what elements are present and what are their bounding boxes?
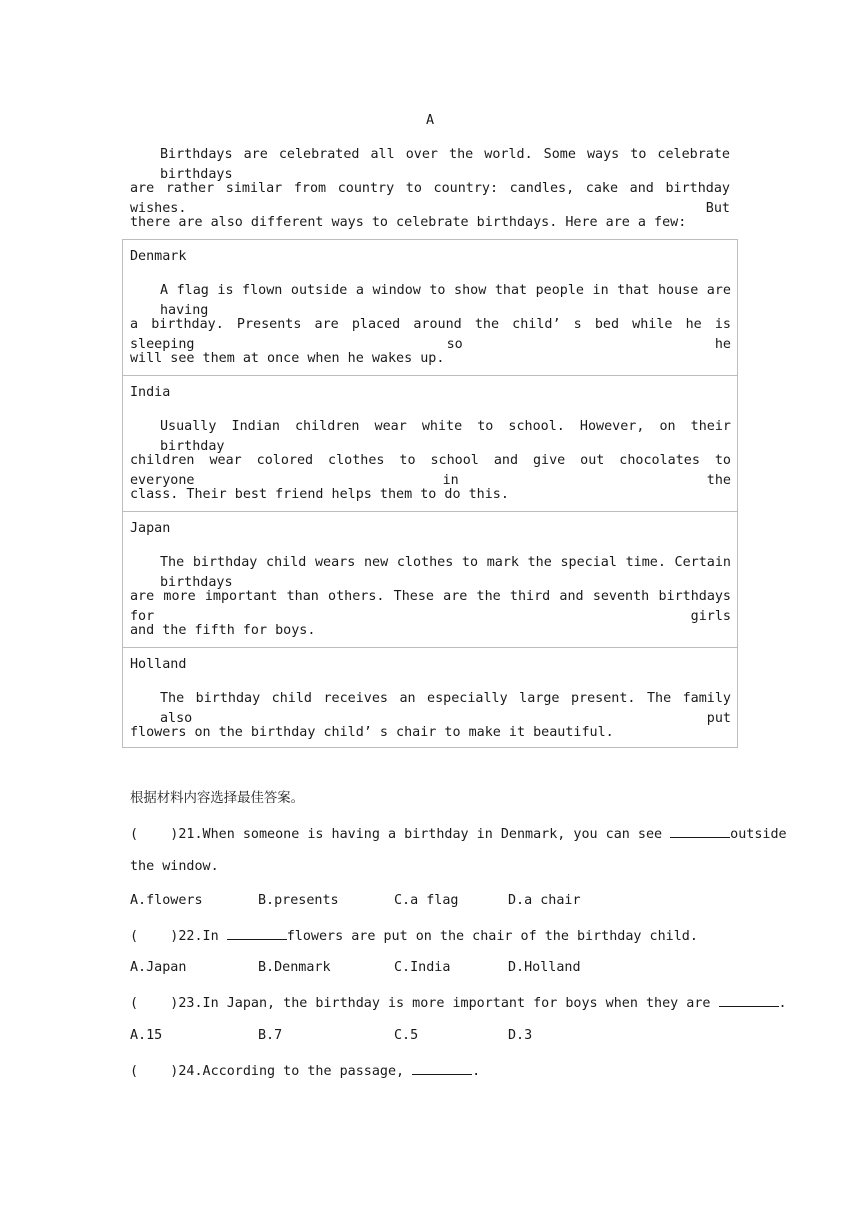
row-text-line: The birthday child wears new clothes to mark the special time. Certain birthdays: [160, 555, 731, 590]
option-d: D.a chair: [508, 893, 581, 908]
option-d: D.3: [508, 1028, 533, 1043]
question-text-after: .: [472, 1064, 481, 1079]
intro-line-1: Birthdays are celebrated all over the world. Some ways to celebrate birthdays: [160, 147, 730, 182]
passage-title: A: [425, 113, 435, 128]
answer-blank: [412, 1060, 472, 1075]
country-name: Denmark: [130, 249, 187, 264]
answer-blank: [670, 823, 730, 838]
country-name: India: [130, 385, 171, 400]
row-text-line: flowers on the birthday child’ s chair to make it beautiful.: [130, 725, 614, 740]
row-text-line: will see them at once when he wakes up.: [130, 351, 445, 366]
answer-blank: [719, 992, 779, 1007]
option-c: C.India: [394, 960, 451, 975]
option-b: B.presents: [258, 893, 339, 908]
table-row-holland: [123, 647, 737, 748]
answer-paren: ( ): [130, 827, 179, 842]
question-21-continued: the window.: [130, 859, 219, 874]
question-23: [130, 992, 787, 1014]
answer-paren: ( ): [130, 929, 179, 944]
row-text-line: class. Their best friend helps them to do this.: [130, 487, 509, 502]
option-a: A.15: [130, 1028, 163, 1043]
option-b: B.Denmark: [258, 960, 331, 975]
row-text-line: are more important than others. These are the third and seventh birthdays for girls: [130, 589, 731, 624]
question-text: 23.In Japan, the birthday is more important for boys when they are: [178, 996, 719, 1011]
birthday-customs-table: [122, 239, 738, 748]
row-text-line: and the fifth for boys.: [130, 623, 316, 638]
option-a: A.flowers: [130, 893, 203, 908]
table-row-india: [123, 375, 737, 511]
question-text: 24.According to the passage,: [178, 1064, 413, 1079]
answer-paren: ( ): [130, 1064, 179, 1079]
question-text: 21.When someone is having a birthday in Denmark, you can see: [178, 827, 671, 842]
intro-line-2: are rather similar from country to country: candles, cake and birthday wishes. But: [130, 181, 730, 216]
option-a: A.Japan: [130, 960, 187, 975]
option-c: C.a flag: [394, 893, 459, 908]
table-row-denmark: [123, 240, 737, 375]
country-name: Japan: [130, 521, 171, 536]
country-name: Holland: [130, 657, 187, 672]
question-text: 22.In: [178, 929, 227, 944]
intro-line-3: there are also different ways to celebrate birthdays. Here are a few:: [130, 215, 687, 230]
answer-blank: [227, 925, 287, 940]
option-c: C.5: [394, 1028, 419, 1043]
row-text-line: children wear colored clothes to school and give out chocolates to everyone in the: [130, 453, 731, 488]
question-24: [130, 1060, 480, 1082]
row-text-line: Usually Indian children wear white to school. However, on their birthday: [160, 419, 731, 454]
question-text-after: .: [778, 996, 787, 1011]
row-text-line: The birthday child receives an especially large present. The family also put: [160, 691, 731, 726]
answer-paren: ( ): [130, 996, 179, 1011]
row-text-line: A flag is flown outside a window to show that people in that house are having: [160, 283, 731, 318]
table-row-japan: [123, 511, 737, 647]
question-21: [130, 823, 787, 845]
option-b: B.7: [258, 1028, 283, 1043]
question-text-after: outside: [730, 827, 787, 842]
instruction-text: 根据材料内容选择最佳答案。: [130, 791, 305, 806]
row-text-line: a birthday. Presents are placed around the child’ s bed while he is sleeping so he: [130, 317, 731, 352]
option-d: D.Holland: [508, 960, 581, 975]
question-text-after: flowers are put on the chair of the birthday child.: [286, 929, 698, 944]
question-22: [130, 925, 698, 947]
